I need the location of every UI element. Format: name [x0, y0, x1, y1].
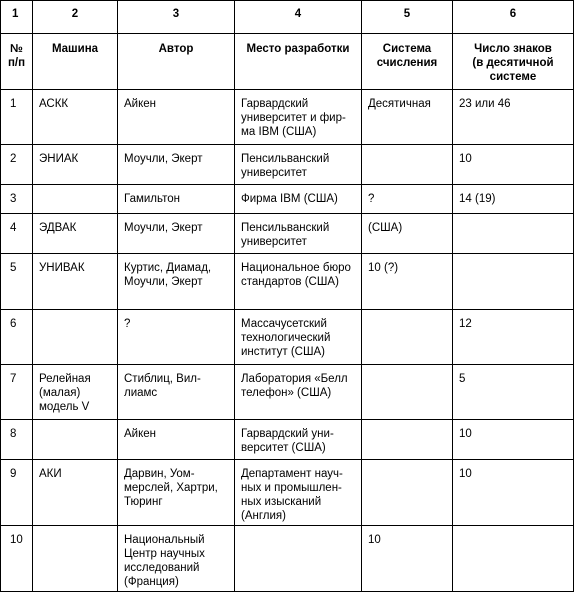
cell-number-system: 10 (?) [362, 254, 453, 310]
cell-place: Лаборатория «Белл телефон» (США) [235, 365, 362, 420]
cell-digits: 10 [453, 460, 574, 526]
cell-number-system: ? [362, 185, 453, 214]
cell-digits: 23 или 46 [453, 90, 574, 145]
cell-number-system [362, 460, 453, 526]
cell-number-system [362, 365, 453, 420]
cell-place: Департамент науч- ных и промышлен- ных изысканий (Англия) [235, 460, 362, 526]
cell-digits [453, 254, 574, 310]
header-row [1, 34, 574, 90]
cell-author: Гамильтон [118, 185, 235, 214]
column-number-4: 4 [235, 1, 362, 34]
cell-machine: АКИ [33, 460, 118, 526]
cell-author: Стиблиц, Вил- лиамс [118, 365, 235, 420]
cell-machine [33, 310, 118, 365]
cell-index: 1 [1, 90, 33, 145]
cell-author: Дарвин, Уом- мерслей, Хартри, Тюринг [118, 460, 235, 526]
cell-digits [453, 214, 574, 254]
cell-index: 6 [1, 310, 33, 365]
cell-author: Куртис, Диамад, Моучли, Экерт [118, 254, 235, 310]
cell-machine: ЭДВАК [33, 214, 118, 254]
cell-machine: УНИВАК [33, 254, 118, 310]
cell-author: Айкен [118, 90, 235, 145]
cell-machine: АСКК [33, 90, 118, 145]
table-row [1, 145, 574, 185]
table-row [1, 185, 574, 214]
table-row [1, 310, 574, 365]
cell-machine [33, 526, 118, 592]
table-row [1, 420, 574, 460]
column-number-5: 5 [362, 1, 453, 34]
column-number-3: 3 [118, 1, 235, 34]
cell-author: Айкен [118, 420, 235, 460]
header-index: № п/п [1, 34, 33, 90]
cell-author: Моучли, Экерт [118, 145, 235, 185]
cell-machine: Релейная (малая) модель V [33, 365, 118, 420]
cell-index: 7 [1, 365, 33, 420]
column-number-6: 6 [453, 1, 574, 34]
column-number-row [1, 1, 574, 34]
cell-place: Фирма IBM (США) [235, 185, 362, 214]
cell-author: ? [118, 310, 235, 365]
cell-number-system [362, 145, 453, 185]
cell-place [235, 526, 362, 592]
cell-number-system [362, 420, 453, 460]
cell-digits: 12 [453, 310, 574, 365]
table-row [1, 254, 574, 310]
cell-place: Пенсильванский университет [235, 145, 362, 185]
header-machine: Машина [33, 34, 118, 90]
cell-digits: 10 [453, 420, 574, 460]
cell-index: 9 [1, 460, 33, 526]
header-place: Место разработки [235, 34, 362, 90]
table-row [1, 460, 574, 526]
cell-place: Национальное бюро стандартов (США) [235, 254, 362, 310]
cell-author: Моучли, Экерт [118, 214, 235, 254]
cell-digits [453, 526, 574, 592]
column-number-2: 2 [33, 1, 118, 34]
header-author: Автор [118, 34, 235, 90]
table-row [1, 90, 574, 145]
cell-machine: ЭНИАК [33, 145, 118, 185]
cell-place: Массачусетский технологический институт (США) [235, 310, 362, 365]
cell-index: 3 [1, 185, 33, 214]
cell-place: Гарвардский уни- верситет (США) [235, 420, 362, 460]
cell-index: 5 [1, 254, 33, 310]
cell-author: Национальный Центр научных исследований (Франция) [118, 526, 235, 592]
cell-index: 10 [1, 526, 33, 592]
table-row [1, 526, 574, 592]
cell-machine [33, 185, 118, 214]
cell-number-system: 10 [362, 526, 453, 592]
cell-index: 8 [1, 420, 33, 460]
cell-place: Гарвардский университет и фир- ма IBM (США) [235, 90, 362, 145]
cell-machine [33, 420, 118, 460]
cell-number-system [362, 310, 453, 365]
cell-index: 2 [1, 145, 33, 185]
cell-number-system: Десятичная [362, 90, 453, 145]
table-row [1, 365, 574, 420]
cell-digits: 10 [453, 145, 574, 185]
cell-digits: 14 (19) [453, 185, 574, 214]
cell-index: 4 [1, 214, 33, 254]
cell-number-system: (США) [362, 214, 453, 254]
cell-place: Пенсильванский университет [235, 214, 362, 254]
header-number-system: Система счисления [362, 34, 453, 90]
table-row [1, 214, 574, 254]
cell-digits: 5 [453, 365, 574, 420]
header-digits: Число знаков (в десятичной системе [453, 34, 574, 90]
column-number-1: 1 [1, 1, 33, 34]
